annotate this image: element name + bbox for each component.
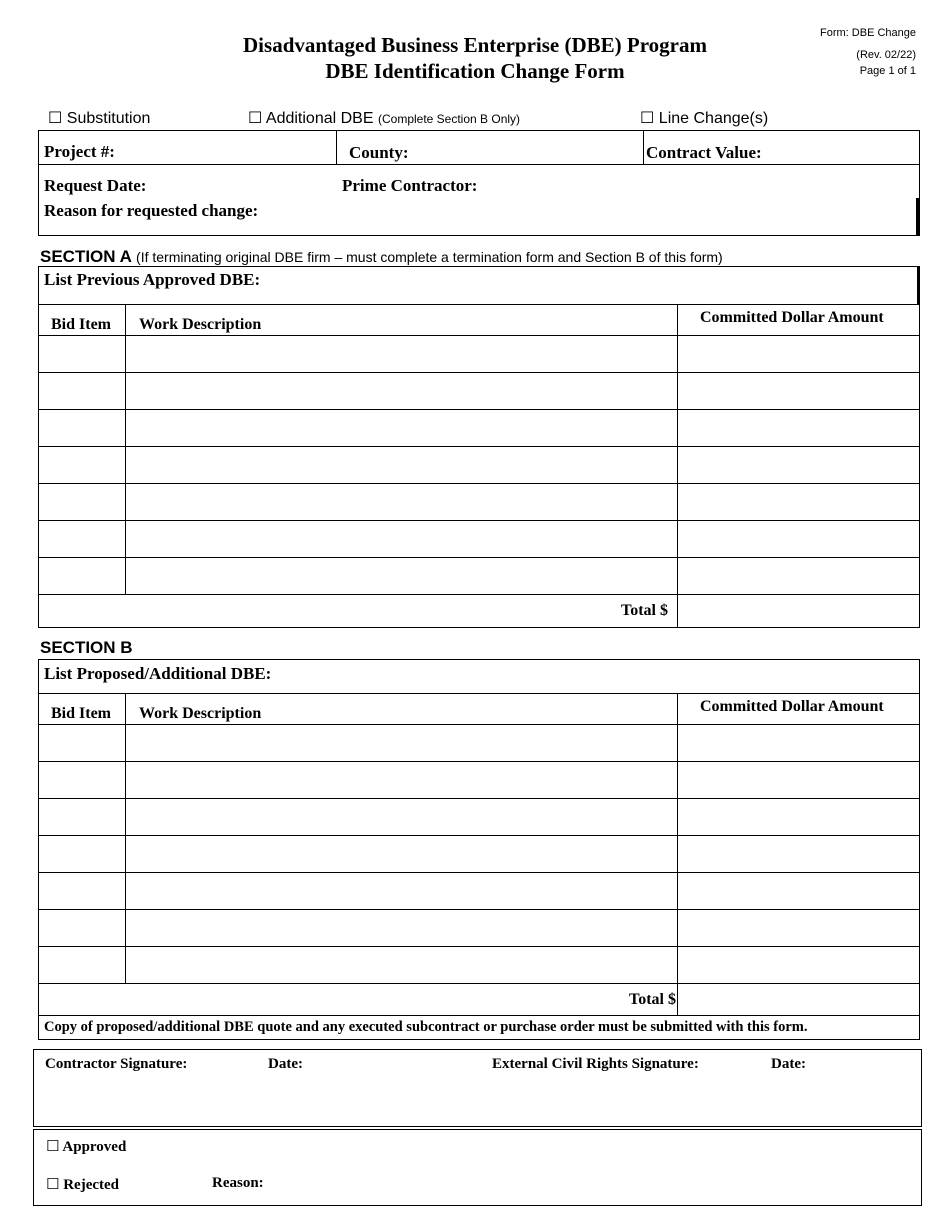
amount-cell[interactable] <box>678 873 920 910</box>
table-row <box>39 762 920 799</box>
form-revision: (Rev. 02/22) <box>856 49 916 61</box>
substitution-label: Substitution <box>66 110 151 127</box>
prime-contractor-field[interactable]: Prime Contractor: <box>342 176 478 195</box>
proposed-dbe-field[interactable]: List Proposed/Additional DBE: <box>44 664 272 683</box>
work-description-cell[interactable] <box>126 558 678 595</box>
request-date-field[interactable]: Request Date: <box>44 176 147 195</box>
approved-label: Approved <box>62 1139 127 1155</box>
section-a-heading <box>40 247 723 267</box>
section-a-note: (If terminating original DBE firm – must complete a termination form and Section B of this form) <box>136 249 723 265</box>
section-b-table <box>38 693 920 1040</box>
table-row <box>39 873 920 910</box>
rejected-label: Rejected <box>63 1177 119 1193</box>
work-description-cell[interactable] <box>126 836 678 873</box>
work-description-header <box>126 305 678 336</box>
table-row <box>39 725 920 762</box>
amount-cell[interactable] <box>678 447 920 484</box>
table-row <box>39 484 920 521</box>
table-row <box>39 910 920 947</box>
bid-item-header-text: Bid Item <box>51 705 111 722</box>
checkbox-icon[interactable]: ☐ <box>46 1138 60 1155</box>
table-row <box>39 799 920 836</box>
amount-cell[interactable] <box>678 336 920 373</box>
title-line-2: DBE Identification Change Form <box>325 59 625 83</box>
work-description-header-text: Work Description <box>139 316 262 333</box>
table-row <box>39 836 920 873</box>
rejected-option[interactable] <box>46 1175 119 1194</box>
work-description-cell[interactable] <box>126 799 678 836</box>
total-label: Total $ <box>621 602 668 619</box>
total-row <box>39 984 920 1016</box>
divider <box>916 198 919 236</box>
project-number-field[interactable]: Project #: <box>44 142 115 161</box>
total-label: Total $ <box>629 990 676 1008</box>
table-header-row <box>39 305 920 336</box>
work-description-cell[interactable] <box>126 447 678 484</box>
note-row <box>39 1016 920 1040</box>
table-row <box>39 373 920 410</box>
previous-dbe-field[interactable]: List Previous Approved DBE: <box>44 270 261 289</box>
bid-item-cell[interactable] <box>39 373 126 410</box>
committed-amount-header <box>678 305 920 336</box>
table-row <box>39 336 920 373</box>
divider <box>38 164 920 165</box>
amount-cell[interactable] <box>678 410 920 447</box>
work-description-cell[interactable] <box>126 410 678 447</box>
bid-item-cell[interactable] <box>39 447 126 484</box>
additional-dbe-note: (Complete Section B Only) <box>377 112 521 126</box>
checkbox-icon[interactable]: ☐ <box>48 110 63 127</box>
work-description-cell[interactable] <box>126 762 678 799</box>
bid-item-cell[interactable] <box>39 558 126 595</box>
table-row <box>39 947 920 984</box>
additional-dbe-option[interactable] <box>248 108 520 128</box>
amount-cell[interactable] <box>678 762 920 799</box>
amount-cell[interactable] <box>678 910 920 947</box>
bid-item-cell[interactable] <box>39 336 126 373</box>
divider <box>643 130 644 164</box>
decision-box <box>33 1129 922 1206</box>
submission-note: Copy of proposed/additional DBE quote and any executed subcontract or purchase order must be submitted with this form. <box>44 1019 808 1035</box>
checkbox-icon[interactable]: ☐ <box>640 110 655 127</box>
work-description-cell[interactable] <box>126 336 678 373</box>
committed-amount-header-text: Committed Dollar Amount <box>700 698 884 715</box>
title-line-1: Disadvantaged Business Enterprise (DBE) Program <box>243 33 707 57</box>
committed-amount-header-text: Committed Dollar Amount <box>700 309 884 326</box>
bid-item-cell[interactable] <box>39 410 126 447</box>
bid-item-header <box>39 694 126 725</box>
form-code: Form: DBE Change <box>820 27 916 39</box>
bid-item-cell[interactable] <box>39 725 126 762</box>
bid-item-header-text: Bid Item <box>51 316 111 333</box>
bid-item-cell[interactable] <box>39 762 126 799</box>
work-description-cell[interactable] <box>126 947 678 984</box>
checkbox-icon[interactable]: ☐ <box>248 110 263 127</box>
section-a-title: SECTION A <box>40 247 132 266</box>
amount-cell[interactable] <box>678 836 920 873</box>
work-description-cell[interactable] <box>126 873 678 910</box>
section-b-heading: SECTION B <box>40 638 133 657</box>
amount-cell[interactable] <box>678 799 920 836</box>
bid-item-cell[interactable] <box>39 484 126 521</box>
bid-item-cell[interactable] <box>39 521 126 558</box>
page-number: Page 1 of 1 <box>859 65 916 77</box>
form-code-block <box>820 26 916 80</box>
amount-cell[interactable] <box>678 725 920 762</box>
amount-cell[interactable] <box>678 521 920 558</box>
substitution-option[interactable] <box>48 108 150 128</box>
work-description-cell[interactable] <box>126 373 678 410</box>
total-row <box>39 595 920 628</box>
bid-item-cell[interactable] <box>39 947 126 984</box>
form-title <box>0 32 950 84</box>
reason-field[interactable]: Reason for requested change: <box>44 201 259 220</box>
table-row <box>39 521 920 558</box>
committed-amount-header <box>678 694 920 725</box>
contract-value-field[interactable]: Contract Value: <box>646 143 762 162</box>
county-field[interactable]: County: <box>349 143 409 162</box>
table-header-row <box>39 694 920 725</box>
bid-item-header <box>39 305 126 336</box>
bid-item-cell[interactable] <box>39 873 126 910</box>
approved-option[interactable] <box>46 1137 126 1156</box>
amount-cell[interactable] <box>678 558 920 595</box>
bid-item-cell[interactable] <box>39 836 126 873</box>
total-label-cell <box>39 984 678 1016</box>
civil-rights-signature-field[interactable]: External Civil Rights Signature: <box>492 1056 699 1072</box>
additional-dbe-label: Additional DBE <box>265 110 374 127</box>
note-cell <box>39 1016 920 1040</box>
table-row <box>39 410 920 447</box>
total-amount-cell[interactable] <box>678 984 920 1016</box>
work-description-cell[interactable] <box>126 484 678 521</box>
work-description-cell[interactable] <box>126 725 678 762</box>
checkbox-icon[interactable]: ☐ <box>46 1176 60 1193</box>
work-description-header-text: Work Description <box>139 705 262 722</box>
amount-cell[interactable] <box>678 373 920 410</box>
total-amount-cell[interactable] <box>678 595 920 628</box>
amount-cell[interactable] <box>678 947 920 984</box>
bid-item-cell[interactable] <box>39 799 126 836</box>
line-change-label: Line Change(s) <box>658 110 769 127</box>
section-a-table <box>38 304 920 628</box>
line-change-option[interactable] <box>640 108 768 128</box>
contractor-signature-field[interactable]: Contractor Signature: <box>45 1056 188 1072</box>
work-description-cell[interactable] <box>126 521 678 558</box>
table-row <box>39 558 920 595</box>
work-description-cell[interactable] <box>126 910 678 947</box>
amount-cell[interactable] <box>678 484 920 521</box>
total-label-cell <box>39 595 678 628</box>
table-row <box>39 447 920 484</box>
bid-item-cell[interactable] <box>39 910 126 947</box>
contractor-date-field[interactable]: Date: <box>268 1056 303 1072</box>
work-description-header <box>126 694 678 725</box>
rejection-reason-field[interactable]: Reason: <box>212 1175 264 1191</box>
civil-rights-date-field[interactable]: Date: <box>771 1056 806 1072</box>
divider <box>336 130 337 164</box>
